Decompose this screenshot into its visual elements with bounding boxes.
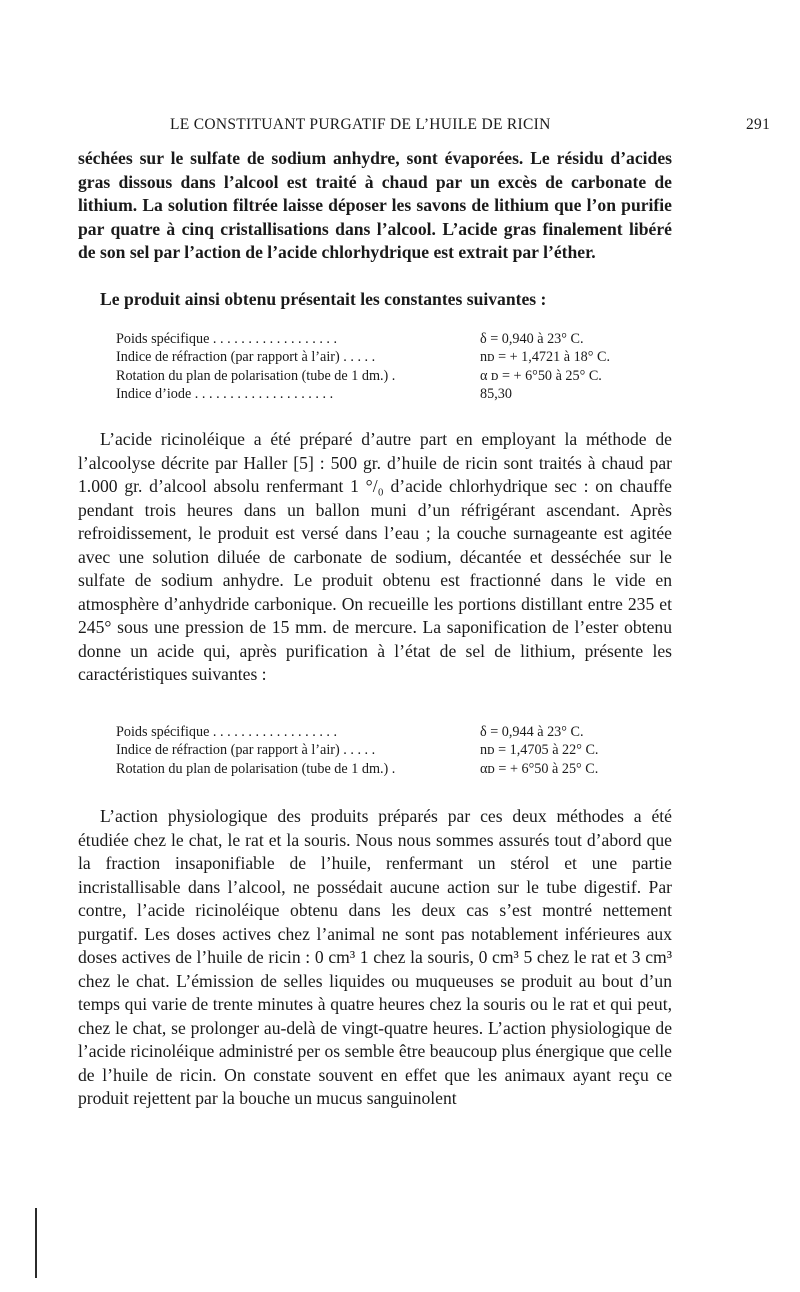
- paragraph-3-text: L’acide ricinoléique a été préparé d’autre part en employant la méthode de l’alcoolyse décrite par Haller [5] : 500 gr. d’huile de ricin sont traités à chaud par 1.000 gr. d’alcool absolu renfermant 1 °/₀ d’acide chlorhydrique sec : on chauffe pendant trois heures dans un ballon muni d’un réfrigérant ascendant. Après refroidissement, le produit est versé dans l’eau ; la couche surnageante est agitée avec une solution diluée de carbonate de sodium, décantée et desséchée sur le sulfate de sodium anhydre. Le produit obtenu est fractionné dans le vide en atmosphère d’anhydride carbonique. On recueille les portions distillant entre 235 et 245° sous une pression de 15 mm. de mercure. La saponification de l’ester obtenu donne un acide qui, après purification à l’état de sel de lithium, présente les caractéristiques suivantes :: [78, 429, 672, 684]
- paragraph-2-text: Le produit ainsi obtenu présentait les constantes suivantes :: [100, 289, 547, 309]
- table-label: Rotation du plan de polarisation (tube de 1 dm.) .: [116, 367, 396, 384]
- table-row: [116, 385, 676, 403]
- paragraph-2: [78, 288, 672, 312]
- table-label: Indice d’iode . . . . . . . . . . . . . . . . . . . .: [116, 386, 334, 403]
- table-value: nᴅ = 1,4705 à 22° C.: [480, 742, 599, 759]
- table-label: Rotation du plan de polarisation (tube de 1 dm.) .: [116, 760, 396, 777]
- table-value: α ᴅ = + 6°50 à 25° C.: [480, 367, 602, 384]
- table-row: [116, 723, 676, 741]
- table-label: Poids spécifique . . . . . . . . . . . . . . . . . .: [116, 331, 338, 347]
- page-number: 291: [746, 116, 771, 133]
- constants-table-1: [116, 330, 676, 404]
- running-title: LE CONSTITUANT PURGATIF DE L’HUILE DE RICIN: [170, 116, 551, 133]
- paragraph-1-text: séchées sur le sulfate de sodium anhydre, sont évaporées. Le résidu d’acides gras dissous dans l’alcool est traité à chaud par un excès de carbonate de lithium. La solution filtrée laisse déposer les savons de lithium que l’on purifie par quatre à cinq cristallisations dans l’alcool. L’acide gras finalement libéré de son sel par l’action de l’acide chlorhydrique est extrait par l’éther.: [78, 148, 672, 262]
- table-value: δ = 0,940 à 23° C.: [480, 331, 584, 347]
- margin-rule: [35, 1208, 37, 1278]
- table-value: δ = 0,944 à 23° C.: [480, 724, 584, 740]
- table-row: [116, 760, 676, 778]
- paragraph-4: [78, 805, 672, 1111]
- table-value: 85,30: [480, 386, 512, 403]
- paragraph-1: [78, 147, 672, 265]
- table-label: Indice de réfraction (par rapport à l’air) . . . . .: [116, 742, 376, 759]
- table-label: Poids spécifique . . . . . . . . . . . . . . . . . .: [116, 724, 338, 740]
- table-value: αᴅ = + 6°50 à 25° C.: [480, 760, 599, 777]
- table-row: [116, 348, 676, 366]
- table-row: [116, 741, 676, 759]
- paragraph-4-text: L’action physiologique des produits préparés par ces deux méthodes a été étudiée chez le chat, le rat et la souris. Nous nous sommes assurés tout d’abord que la fraction insaponifiable de l’huile, renfermant un stérol et une partie incristallisable dans l’alcool, ne possédait aucune action sur le tube digestif. Par contre, l’acide ricinoléique obtenu dans les deux cas s’est montré nettement purgatif. Les doses actives chez l’animal ne sont pas notablement inférieures aux doses actives de l’huile de ricin : 0 cm³ 1 chez la souris, 0 cm³ 5 chez le rat et 3 cm³ chez le chat. L’émission de selles liquides ou muqueuses se produit au bout d’un temps qui varie de trente minutes à quatre heures chez la souris ou le rat et qui peut, chez le chat, se prolonger au-delà de vingt-quatre heures. L’action physiologique de l’acide ricinoléique administré per os semble être beaucoup plus énergique que celle de l’huile de ricin. On constate souvent en effet que les animaux ayant reçu ce produit rejettent par la bouche un mucus sanguinolent: [78, 806, 672, 1108]
- table-value: nᴅ = + 1,4721 à 18° C.: [480, 349, 611, 366]
- table-row: [116, 330, 676, 348]
- paragraph-3: [78, 428, 672, 687]
- table-row: [116, 367, 676, 385]
- constants-table-2: [116, 723, 676, 778]
- running-header: [0, 116, 800, 136]
- table-label: Indice de réfraction (par rapport à l’air) . . . . .: [116, 349, 376, 366]
